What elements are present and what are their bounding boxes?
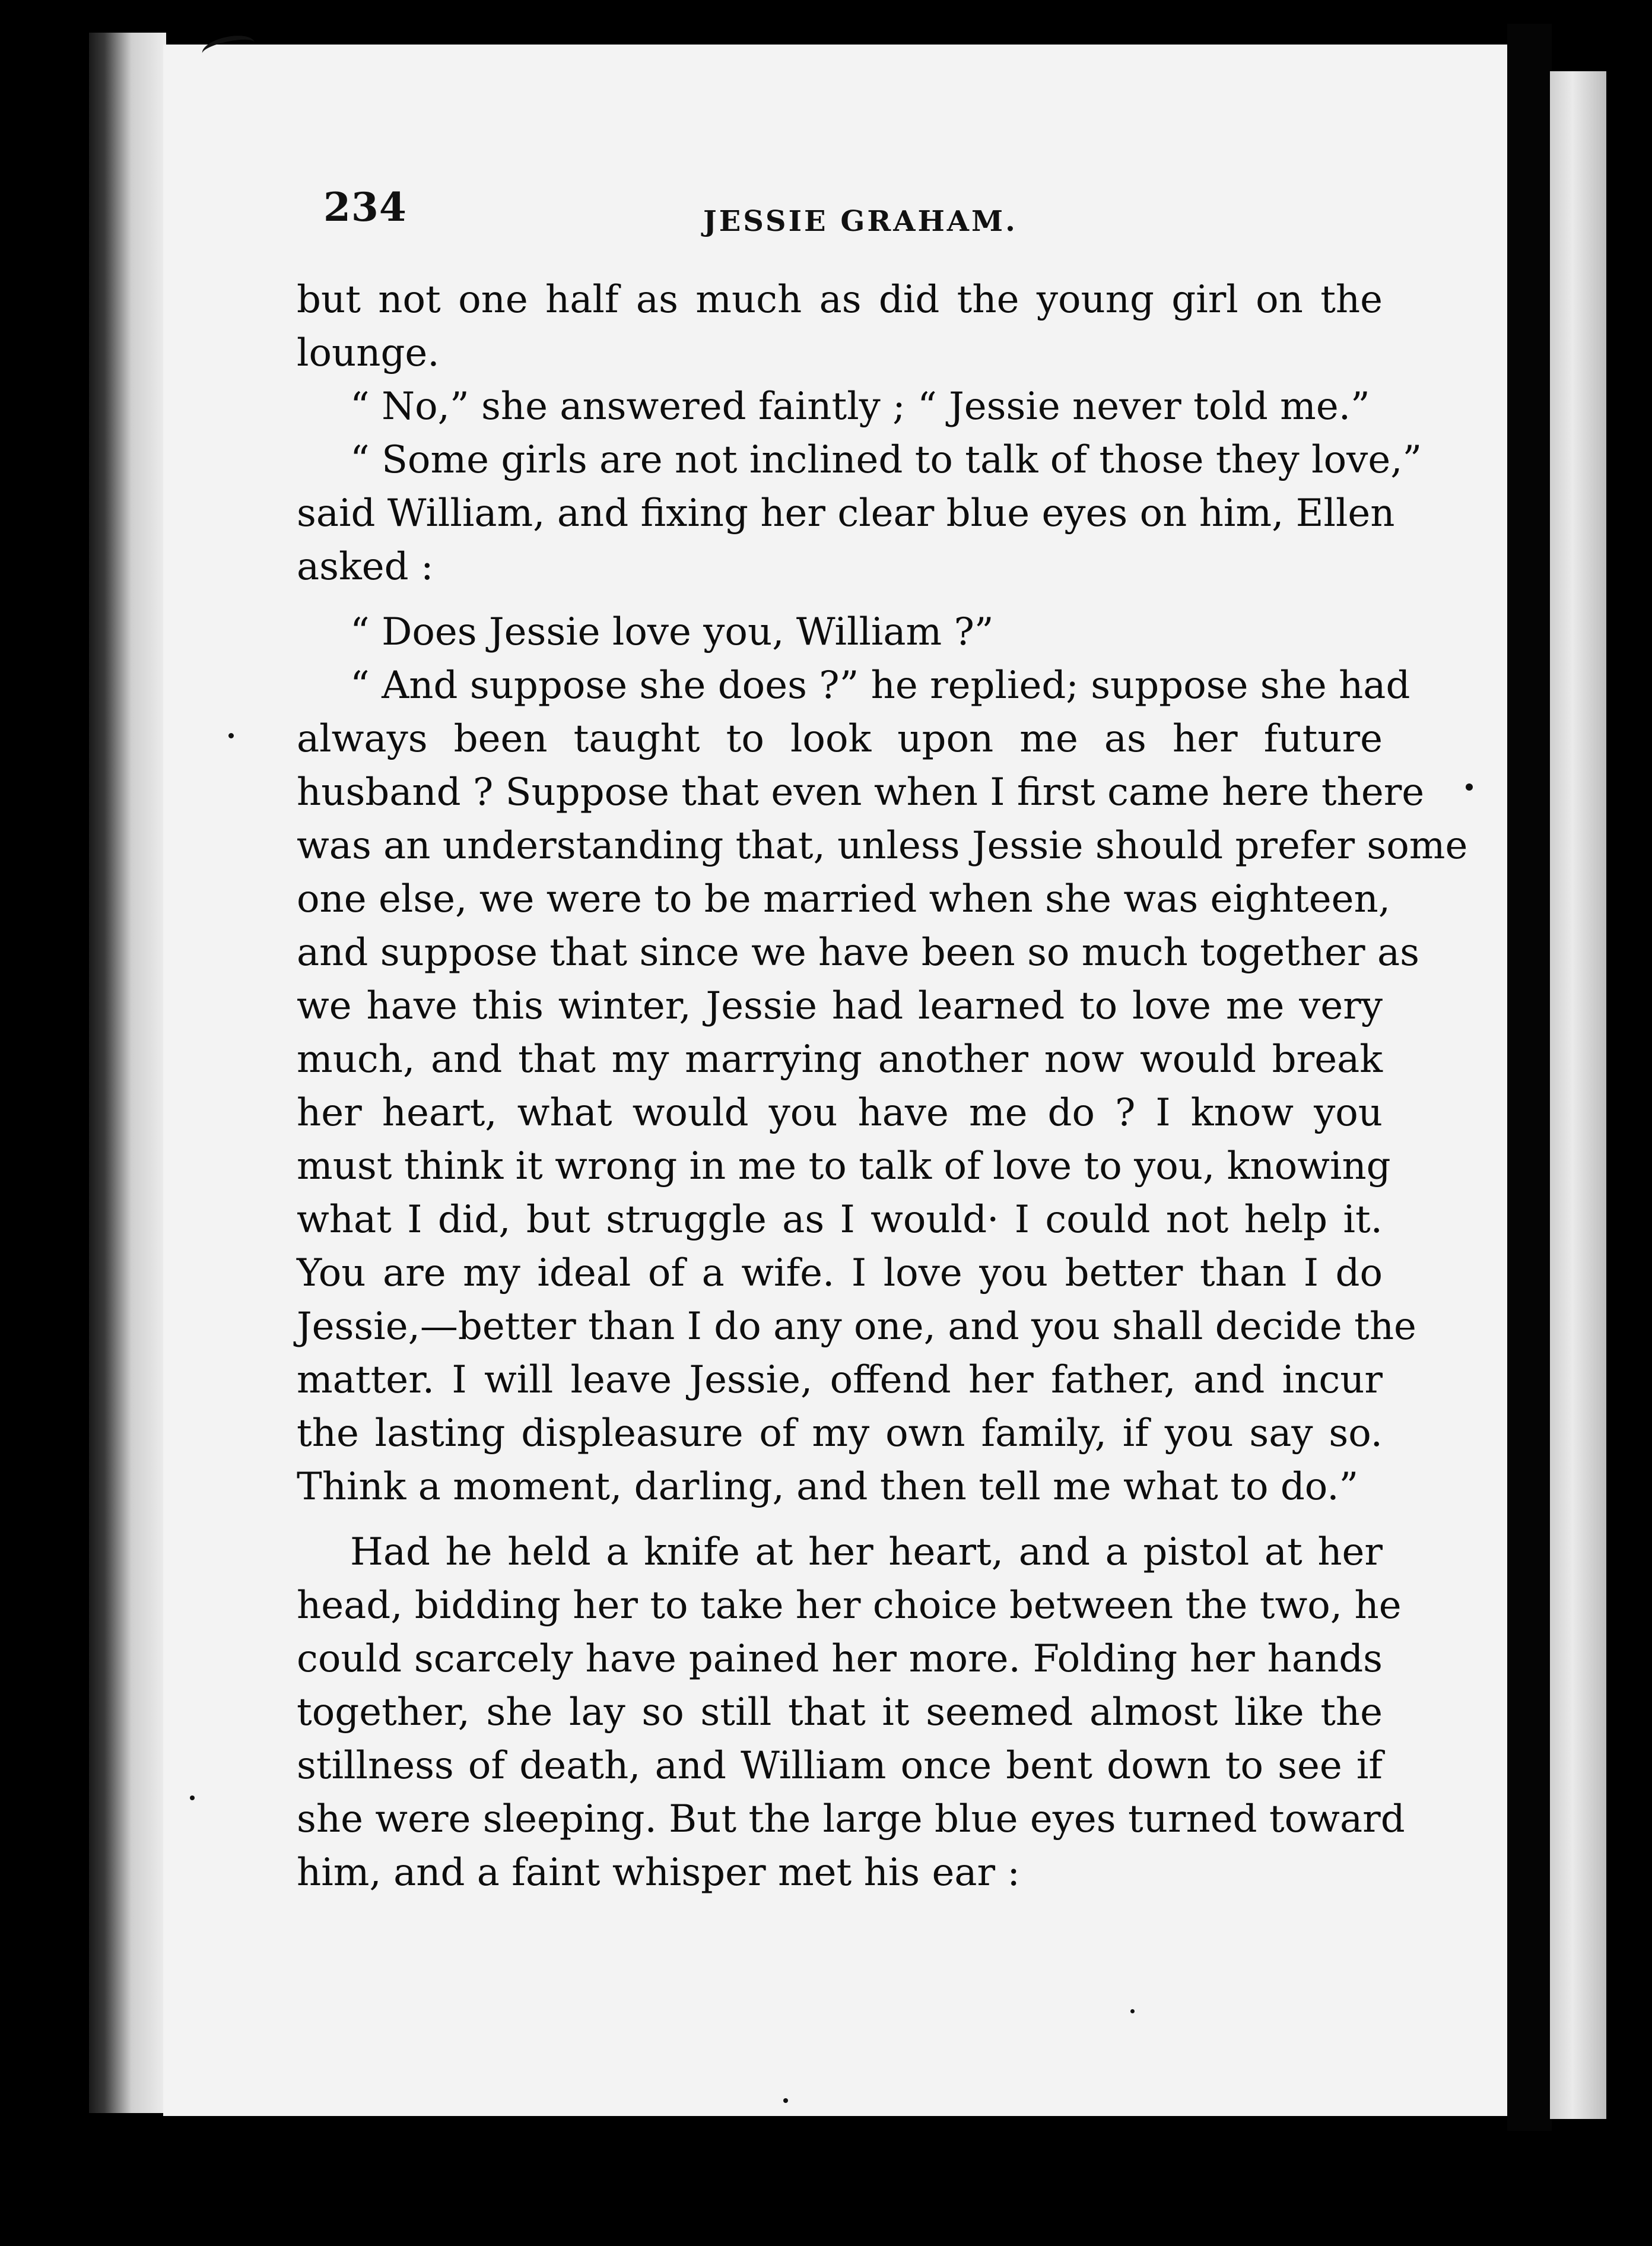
scan-speck bbox=[1130, 2009, 1135, 2013]
text-line: matter. I will leave Jessie, offend her father, and incur bbox=[297, 1358, 1383, 1402]
text-line: head, bidding her to take her choice between the two, he bbox=[297, 1584, 1402, 1628]
text-line: could scarcely have pained her more. Folding her hands bbox=[297, 1637, 1383, 1681]
text-line: “ Some girls are not inclined to talk of those they love,” bbox=[350, 438, 1422, 482]
text-line: You are my ideal of a wife. I love you better than I do bbox=[297, 1251, 1383, 1295]
scan-speck bbox=[783, 2098, 788, 2103]
adjacent-page-edge bbox=[1550, 71, 1606, 2119]
text-line: stillness of death, and William once bent down to see if bbox=[297, 1744, 1383, 1788]
text-line: the lasting displeasure of my own family, if you say so. bbox=[297, 1411, 1383, 1455]
text-line: her heart, what would you have me do ? I know you bbox=[297, 1091, 1383, 1135]
text-line: Think a moment, darling, and then tell me what to do.” bbox=[297, 1465, 1359, 1509]
text-line: husband ? Suppose that even when I first came here there bbox=[297, 770, 1425, 814]
page-number: 234 bbox=[323, 184, 407, 230]
scan-speck bbox=[228, 733, 234, 738]
page-body-text bbox=[297, 273, 1468, 1899]
text-line: one else, we were to be married when she was eighteen, bbox=[297, 877, 1391, 921]
text-line: must think it wrong in me to talk of love to you, knowing bbox=[297, 1144, 1391, 1188]
text-line: said William, and fixing her clear blue eyes on him, Ellen bbox=[297, 491, 1395, 535]
text-line: and suppose that since we have been so much together as bbox=[297, 931, 1419, 975]
text-line: was an understanding that, unless Jessie should prefer some bbox=[297, 824, 1468, 868]
text-line: but not one half as much as did the young girl on the bbox=[297, 278, 1383, 322]
text-line: together, she lay so still that it seemed almost like the bbox=[297, 1690, 1383, 1734]
text-line: lounge. bbox=[297, 331, 440, 375]
scan-speck bbox=[1466, 783, 1473, 791]
scan-speck bbox=[190, 1795, 195, 1800]
text-line: him, and a faint whisper met his ear : bbox=[297, 1851, 1020, 1895]
page-divider bbox=[1507, 24, 1552, 2131]
text-line: always been taught to look upon me as her future bbox=[297, 717, 1383, 761]
text-line: she were sleeping. But the large blue eyes turned toward bbox=[297, 1797, 1405, 1841]
text-line: much, and that my marrying another now would break bbox=[297, 1038, 1383, 1081]
text-line: asked : bbox=[297, 545, 434, 589]
text-line: we have this winter, Jessie had learned to love me very bbox=[297, 984, 1383, 1028]
running-head: JESSIE GRAHAM. bbox=[703, 205, 1018, 238]
text-line: “ And suppose she does ?” he replied; suppose she had bbox=[350, 664, 1410, 708]
text-line: Jessie,—better than I do any one, and you shall decide the bbox=[297, 1305, 1416, 1349]
text-line: what I did, but struggle as I would· I could not help it. bbox=[297, 1198, 1383, 1242]
text-line: “ No,” she answered faintly ; “ Jessie never told me.” bbox=[350, 385, 1370, 429]
text-line: Had he held a knife at her heart, and a pistol at her bbox=[350, 1530, 1383, 1574]
book-gutter bbox=[89, 33, 166, 2113]
text-line: “ Does Jessie love you, William ?” bbox=[350, 610, 994, 654]
